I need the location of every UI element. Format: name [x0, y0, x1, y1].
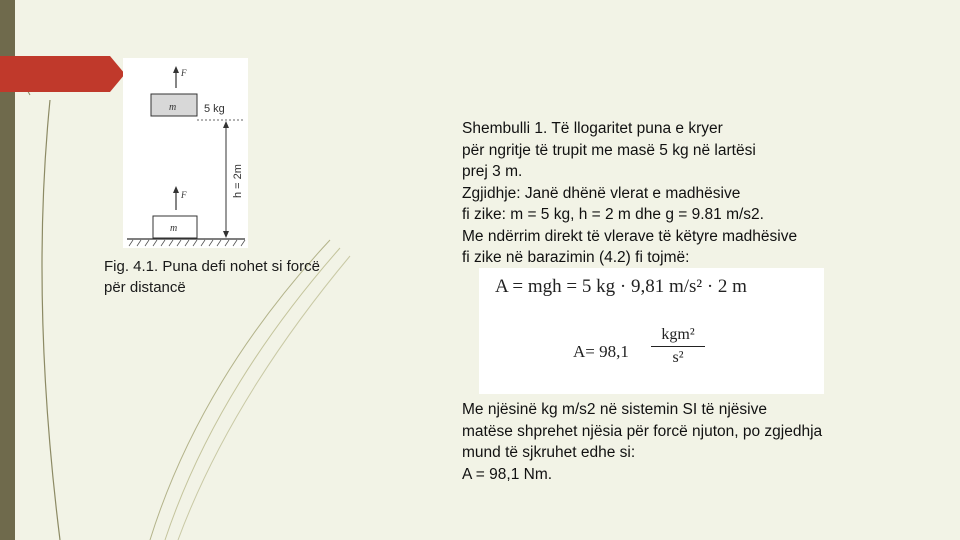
- example-text: [462, 118, 902, 269]
- example-line: Zgjidhje: Janë dhënë vlerat e madhësive: [462, 184, 741, 202]
- fraction-numerator: kgm²: [651, 326, 705, 347]
- conclusion-line: matëse shprehet njësia për forcë njuton, po zgjedhja: [462, 422, 823, 440]
- red-tab-shape: [0, 56, 125, 92]
- height-label: h = 2m: [232, 164, 244, 198]
- mass-label-top: m: [169, 102, 177, 113]
- force-label-bottom: F: [181, 190, 187, 200]
- mass-value-label: 5 kg: [204, 103, 225, 115]
- force-figure: [123, 58, 248, 248]
- example-line: për ngritje të trupit me masë 5 kg në lartësi: [462, 141, 756, 159]
- conclusion-line: A = 98,1 Nm.: [462, 465, 553, 483]
- force-label-top: F: [181, 68, 187, 78]
- example-line: fi zike: m = 5 kg, h = 2 m dhe g = 9.81 m/s2.: [462, 206, 764, 223]
- example-line: Me ndërrim direkt të vlerave të këtyre madhësive: [462, 227, 798, 245]
- fraction-denominator: s²: [672, 349, 684, 366]
- formula-image: [479, 268, 824, 394]
- figure-caption: Fig. 4.1. Puna defi nohet si forcë për distancë: [104, 258, 320, 296]
- formula-fraction: [651, 326, 705, 367]
- example-line: fi zike në barazimin (4.2) fi tojmë:: [462, 249, 690, 266]
- formula-line-2-lhs: A= 98,1: [573, 342, 629, 361]
- example-line: prej 3 m.: [462, 163, 523, 180]
- mass-label-bottom: m: [170, 223, 178, 234]
- formula-line-1: A = mgh = 5 kg · 9,81 m/s² · 2 m: [495, 276, 747, 297]
- conclusion-line: mund të sjkruhet edhe si:: [462, 444, 636, 461]
- example-line: Shembulli 1. Të llogaritet puna e kryer: [462, 120, 723, 137]
- conclusion-line: Me njësinë kg m/s2 në sistemin SI të njësive: [462, 401, 767, 418]
- conclusion-text: [462, 399, 902, 485]
